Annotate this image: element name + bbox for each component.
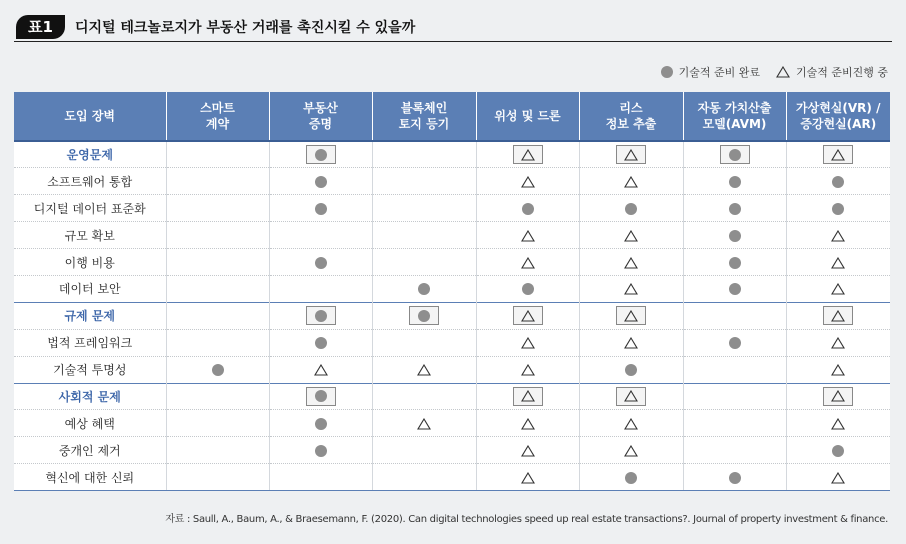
status bbox=[831, 364, 845, 376]
status bbox=[521, 176, 535, 188]
status bbox=[522, 203, 534, 215]
filled-circle-icon bbox=[729, 257, 741, 269]
boxed-status bbox=[823, 306, 853, 325]
status-cell bbox=[372, 329, 476, 356]
legend-label: 기술적 준비 완료 bbox=[678, 66, 760, 79]
header-barrier: 도입 장벽 bbox=[14, 92, 166, 141]
barrier-label: 이행 비용 bbox=[14, 249, 166, 276]
outline-triangle-icon bbox=[624, 257, 638, 269]
status bbox=[522, 283, 534, 295]
outline-triangle-icon bbox=[521, 230, 535, 242]
filled-circle-icon bbox=[315, 310, 327, 322]
table-number-badge: 표1 bbox=[16, 15, 65, 39]
category-row bbox=[14, 141, 890, 168]
status-cell bbox=[372, 249, 476, 276]
category-row bbox=[14, 302, 890, 329]
outline-triangle-icon bbox=[831, 310, 845, 322]
status bbox=[625, 472, 637, 484]
status-cell bbox=[476, 410, 579, 437]
boxed-status bbox=[409, 306, 439, 325]
outline-triangle-icon bbox=[831, 472, 845, 484]
filled-circle-icon bbox=[315, 445, 327, 457]
filled-circle-icon bbox=[625, 472, 637, 484]
status bbox=[624, 418, 638, 430]
outline-triangle-icon bbox=[776, 66, 790, 78]
status-cell bbox=[683, 168, 786, 195]
boxed-status bbox=[823, 145, 853, 164]
legend-label: 기술적 준비진행 중 bbox=[795, 66, 888, 79]
filled-circle-icon bbox=[729, 203, 741, 215]
status-cell bbox=[683, 249, 786, 276]
status bbox=[315, 418, 327, 430]
outline-triangle-icon bbox=[831, 257, 845, 269]
status-cell bbox=[683, 195, 786, 222]
status-cell bbox=[476, 383, 579, 410]
filled-circle-icon bbox=[729, 149, 741, 161]
table-row bbox=[14, 410, 890, 437]
category-label: 사회적 문제 bbox=[14, 383, 166, 410]
header-technology: 리스 정보 추출 bbox=[579, 92, 683, 141]
barrier-label: 혁신에 대한 신뢰 bbox=[14, 464, 166, 491]
status-cell bbox=[476, 437, 579, 464]
filled-circle-icon bbox=[315, 390, 327, 402]
status-cell bbox=[476, 329, 579, 356]
category-row bbox=[14, 383, 890, 410]
header-technology: 스마트 계약 bbox=[166, 92, 269, 141]
status bbox=[831, 472, 845, 484]
status bbox=[315, 203, 327, 215]
status-cell bbox=[683, 329, 786, 356]
filled-circle-icon bbox=[315, 176, 327, 188]
status bbox=[729, 472, 741, 484]
status bbox=[315, 176, 327, 188]
status-cell bbox=[269, 329, 372, 356]
header-technology: 자동 가치산출 모델(AVM) bbox=[683, 92, 786, 141]
status-cell bbox=[786, 249, 890, 276]
status-cell bbox=[786, 275, 890, 302]
status-cell bbox=[786, 329, 890, 356]
outline-triangle-icon bbox=[521, 418, 535, 430]
status-cell bbox=[269, 383, 372, 410]
header-technology: 가상현실(VR) / 증강현실(AR) bbox=[786, 92, 890, 141]
status-cell bbox=[579, 437, 683, 464]
status-cell bbox=[166, 195, 269, 222]
status bbox=[624, 283, 638, 295]
status-cell bbox=[786, 383, 890, 410]
status bbox=[729, 230, 741, 242]
barrier-label: 규모 확보 bbox=[14, 222, 166, 249]
outline-triangle-icon bbox=[624, 390, 638, 402]
status-cell bbox=[476, 249, 579, 276]
boxed-status bbox=[616, 306, 646, 325]
status-cell bbox=[372, 356, 476, 383]
status bbox=[831, 418, 845, 430]
category-label: 규제 문제 bbox=[14, 302, 166, 329]
status-cell bbox=[579, 464, 683, 491]
status-cell bbox=[579, 410, 683, 437]
filled-circle-icon bbox=[625, 364, 637, 376]
status-cell bbox=[166, 141, 269, 168]
status bbox=[729, 257, 741, 269]
status-cell bbox=[683, 410, 786, 437]
filled-circle-icon bbox=[729, 230, 741, 242]
status-cell bbox=[269, 275, 372, 302]
filled-circle-icon bbox=[729, 176, 741, 188]
barrier-label: 데이터 보안 bbox=[14, 275, 166, 302]
status bbox=[624, 445, 638, 457]
table-header-row bbox=[14, 92, 890, 141]
outline-triangle-icon bbox=[521, 257, 535, 269]
status bbox=[418, 283, 430, 295]
status-cell bbox=[166, 302, 269, 329]
status-cell bbox=[372, 141, 476, 168]
outline-triangle-icon bbox=[624, 283, 638, 295]
outline-triangle-icon bbox=[831, 149, 845, 161]
boxed-status bbox=[513, 387, 543, 406]
status bbox=[625, 203, 637, 215]
status-cell bbox=[269, 464, 372, 491]
filled-circle-icon bbox=[522, 203, 534, 215]
outline-triangle-icon bbox=[624, 337, 638, 349]
status-cell bbox=[476, 168, 579, 195]
status bbox=[624, 337, 638, 349]
status-cell bbox=[476, 141, 579, 168]
table-row bbox=[14, 275, 890, 302]
table-row bbox=[14, 329, 890, 356]
status bbox=[624, 257, 638, 269]
status bbox=[625, 364, 637, 376]
table-title-bar bbox=[14, 12, 892, 42]
status bbox=[315, 337, 327, 349]
filled-circle-icon bbox=[315, 337, 327, 349]
filled-circle-icon bbox=[315, 203, 327, 215]
status-cell bbox=[166, 329, 269, 356]
status-cell bbox=[269, 141, 372, 168]
outline-triangle-icon bbox=[521, 364, 535, 376]
status-cell bbox=[166, 168, 269, 195]
boxed-status bbox=[513, 145, 543, 164]
table-title: 디지털 테크놀로지가 부동산 거래를 촉진시킬 수 있을까 bbox=[74, 19, 416, 36]
barrier-label: 기술적 투명성 bbox=[14, 356, 166, 383]
outline-triangle-icon bbox=[521, 176, 535, 188]
header-technology: 위성 및 드론 bbox=[476, 92, 579, 141]
status-cell bbox=[579, 356, 683, 383]
table-row bbox=[14, 356, 890, 383]
filled-circle-icon bbox=[418, 283, 430, 295]
status bbox=[729, 337, 741, 349]
status-cell bbox=[372, 383, 476, 410]
outline-triangle-icon bbox=[417, 364, 431, 376]
filled-circle-icon bbox=[729, 283, 741, 295]
boxed-status bbox=[513, 306, 543, 325]
boxed-status bbox=[306, 387, 336, 406]
status-cell bbox=[372, 464, 476, 491]
comparison-table bbox=[14, 92, 890, 491]
table-row bbox=[14, 222, 890, 249]
outline-triangle-icon bbox=[521, 337, 535, 349]
status-cell bbox=[579, 329, 683, 356]
status-cell bbox=[476, 464, 579, 491]
category-label: 운영문제 bbox=[14, 141, 166, 168]
status bbox=[417, 364, 431, 376]
outline-triangle-icon bbox=[521, 310, 535, 322]
filled-circle-icon bbox=[315, 149, 327, 161]
outline-triangle-icon bbox=[831, 390, 845, 402]
status-cell bbox=[579, 249, 683, 276]
status-cell bbox=[579, 275, 683, 302]
barrier-label: 중개인 제거 bbox=[14, 437, 166, 464]
status-cell bbox=[786, 195, 890, 222]
filled-circle-icon bbox=[832, 445, 844, 457]
filled-circle-icon bbox=[212, 364, 224, 376]
status-cell bbox=[579, 168, 683, 195]
outline-triangle-icon bbox=[831, 230, 845, 242]
outline-triangle-icon bbox=[521, 472, 535, 484]
outline-triangle-icon bbox=[314, 364, 328, 376]
status bbox=[521, 418, 535, 430]
boxed-status bbox=[306, 306, 336, 325]
status-cell bbox=[579, 383, 683, 410]
filled-circle-icon bbox=[661, 66, 673, 78]
status-cell bbox=[476, 302, 579, 329]
status-cell bbox=[166, 383, 269, 410]
status-cell bbox=[786, 437, 890, 464]
status bbox=[624, 230, 638, 242]
status-cell bbox=[269, 410, 372, 437]
table-row bbox=[14, 464, 890, 491]
status bbox=[831, 337, 845, 349]
status-cell bbox=[372, 302, 476, 329]
status bbox=[417, 418, 431, 430]
legend-item bbox=[661, 64, 760, 80]
status-cell bbox=[579, 222, 683, 249]
status-cell bbox=[269, 195, 372, 222]
status-cell bbox=[269, 222, 372, 249]
status-cell bbox=[476, 195, 579, 222]
status-cell bbox=[166, 410, 269, 437]
status bbox=[521, 472, 535, 484]
status-cell bbox=[476, 222, 579, 249]
status-cell bbox=[372, 222, 476, 249]
status bbox=[212, 364, 224, 376]
status-cell bbox=[786, 410, 890, 437]
status-cell bbox=[372, 275, 476, 302]
boxed-status bbox=[720, 145, 750, 164]
outline-triangle-icon bbox=[624, 310, 638, 322]
status bbox=[729, 283, 741, 295]
status-cell bbox=[166, 275, 269, 302]
status-cell bbox=[786, 168, 890, 195]
filled-circle-icon bbox=[522, 283, 534, 295]
outline-triangle-icon bbox=[624, 176, 638, 188]
filled-circle-icon bbox=[315, 257, 327, 269]
status bbox=[315, 257, 327, 269]
header-technology: 블록체인 토지 등기 bbox=[372, 92, 476, 141]
filled-circle-icon bbox=[418, 310, 430, 322]
barrier-label: 법적 프레임워크 bbox=[14, 329, 166, 356]
status bbox=[315, 445, 327, 457]
status-cell bbox=[579, 141, 683, 168]
boxed-status bbox=[616, 145, 646, 164]
status-cell bbox=[786, 464, 890, 491]
status-cell bbox=[683, 356, 786, 383]
status bbox=[832, 176, 844, 188]
status-cell bbox=[269, 302, 372, 329]
status bbox=[521, 364, 535, 376]
status bbox=[521, 257, 535, 269]
status-cell bbox=[269, 356, 372, 383]
status-cell bbox=[166, 356, 269, 383]
status bbox=[831, 283, 845, 295]
status bbox=[314, 364, 328, 376]
status bbox=[729, 203, 741, 215]
status-cell bbox=[786, 356, 890, 383]
outline-triangle-icon bbox=[417, 418, 431, 430]
status-cell bbox=[579, 302, 683, 329]
status-cell bbox=[786, 222, 890, 249]
status bbox=[832, 445, 844, 457]
status-cell bbox=[269, 437, 372, 464]
status-cell bbox=[372, 410, 476, 437]
table-row bbox=[14, 168, 890, 195]
status bbox=[831, 257, 845, 269]
outline-triangle-icon bbox=[831, 418, 845, 430]
source-note: 자료 : Saull, A., Baum, A., & Braesemann, F. (2020). Can digital technologies speed up real estate transactions?. Journal of property investment & finance. bbox=[165, 514, 888, 525]
legend bbox=[645, 64, 888, 80]
outline-triangle-icon bbox=[831, 337, 845, 349]
status-cell bbox=[786, 141, 890, 168]
status-cell bbox=[683, 141, 786, 168]
legend-item bbox=[776, 64, 888, 80]
outline-triangle-icon bbox=[521, 149, 535, 161]
barrier-label: 디지털 데이터 표준화 bbox=[14, 195, 166, 222]
status-cell bbox=[166, 249, 269, 276]
filled-circle-icon bbox=[315, 418, 327, 430]
status-cell bbox=[683, 437, 786, 464]
header-technology: 부동산 증명 bbox=[269, 92, 372, 141]
filled-circle-icon bbox=[729, 337, 741, 349]
outline-triangle-icon bbox=[831, 283, 845, 295]
status-cell bbox=[683, 383, 786, 410]
status-cell bbox=[476, 356, 579, 383]
status-cell bbox=[683, 222, 786, 249]
status-cell bbox=[269, 168, 372, 195]
table-row bbox=[14, 249, 890, 276]
status-cell bbox=[683, 464, 786, 491]
status-cell bbox=[269, 249, 372, 276]
outline-triangle-icon bbox=[521, 390, 535, 402]
status-cell bbox=[372, 437, 476, 464]
status-cell bbox=[166, 437, 269, 464]
status bbox=[832, 203, 844, 215]
outline-triangle-icon bbox=[521, 445, 535, 457]
filled-circle-icon bbox=[729, 472, 741, 484]
status-cell bbox=[683, 275, 786, 302]
status bbox=[729, 176, 741, 188]
table-row bbox=[14, 195, 890, 222]
filled-circle-icon bbox=[832, 203, 844, 215]
status-cell bbox=[372, 168, 476, 195]
outline-triangle-icon bbox=[624, 230, 638, 242]
status-cell bbox=[166, 222, 269, 249]
boxed-status bbox=[306, 145, 336, 164]
status bbox=[521, 230, 535, 242]
boxed-status bbox=[616, 387, 646, 406]
status bbox=[521, 445, 535, 457]
status-cell bbox=[786, 302, 890, 329]
status bbox=[831, 230, 845, 242]
outline-triangle-icon bbox=[624, 149, 638, 161]
status bbox=[521, 337, 535, 349]
status-cell bbox=[579, 195, 683, 222]
boxed-status bbox=[823, 387, 853, 406]
status-cell bbox=[166, 464, 269, 491]
filled-circle-icon bbox=[832, 176, 844, 188]
filled-circle-icon bbox=[625, 203, 637, 215]
status bbox=[624, 176, 638, 188]
outline-triangle-icon bbox=[624, 445, 638, 457]
outline-triangle-icon bbox=[624, 418, 638, 430]
barrier-label: 소프트웨어 통합 bbox=[14, 168, 166, 195]
barrier-label: 예상 혜택 bbox=[14, 410, 166, 437]
outline-triangle-icon bbox=[831, 364, 845, 376]
status-cell bbox=[683, 302, 786, 329]
status-cell bbox=[476, 275, 579, 302]
status-cell bbox=[372, 195, 476, 222]
table-row bbox=[14, 437, 890, 464]
